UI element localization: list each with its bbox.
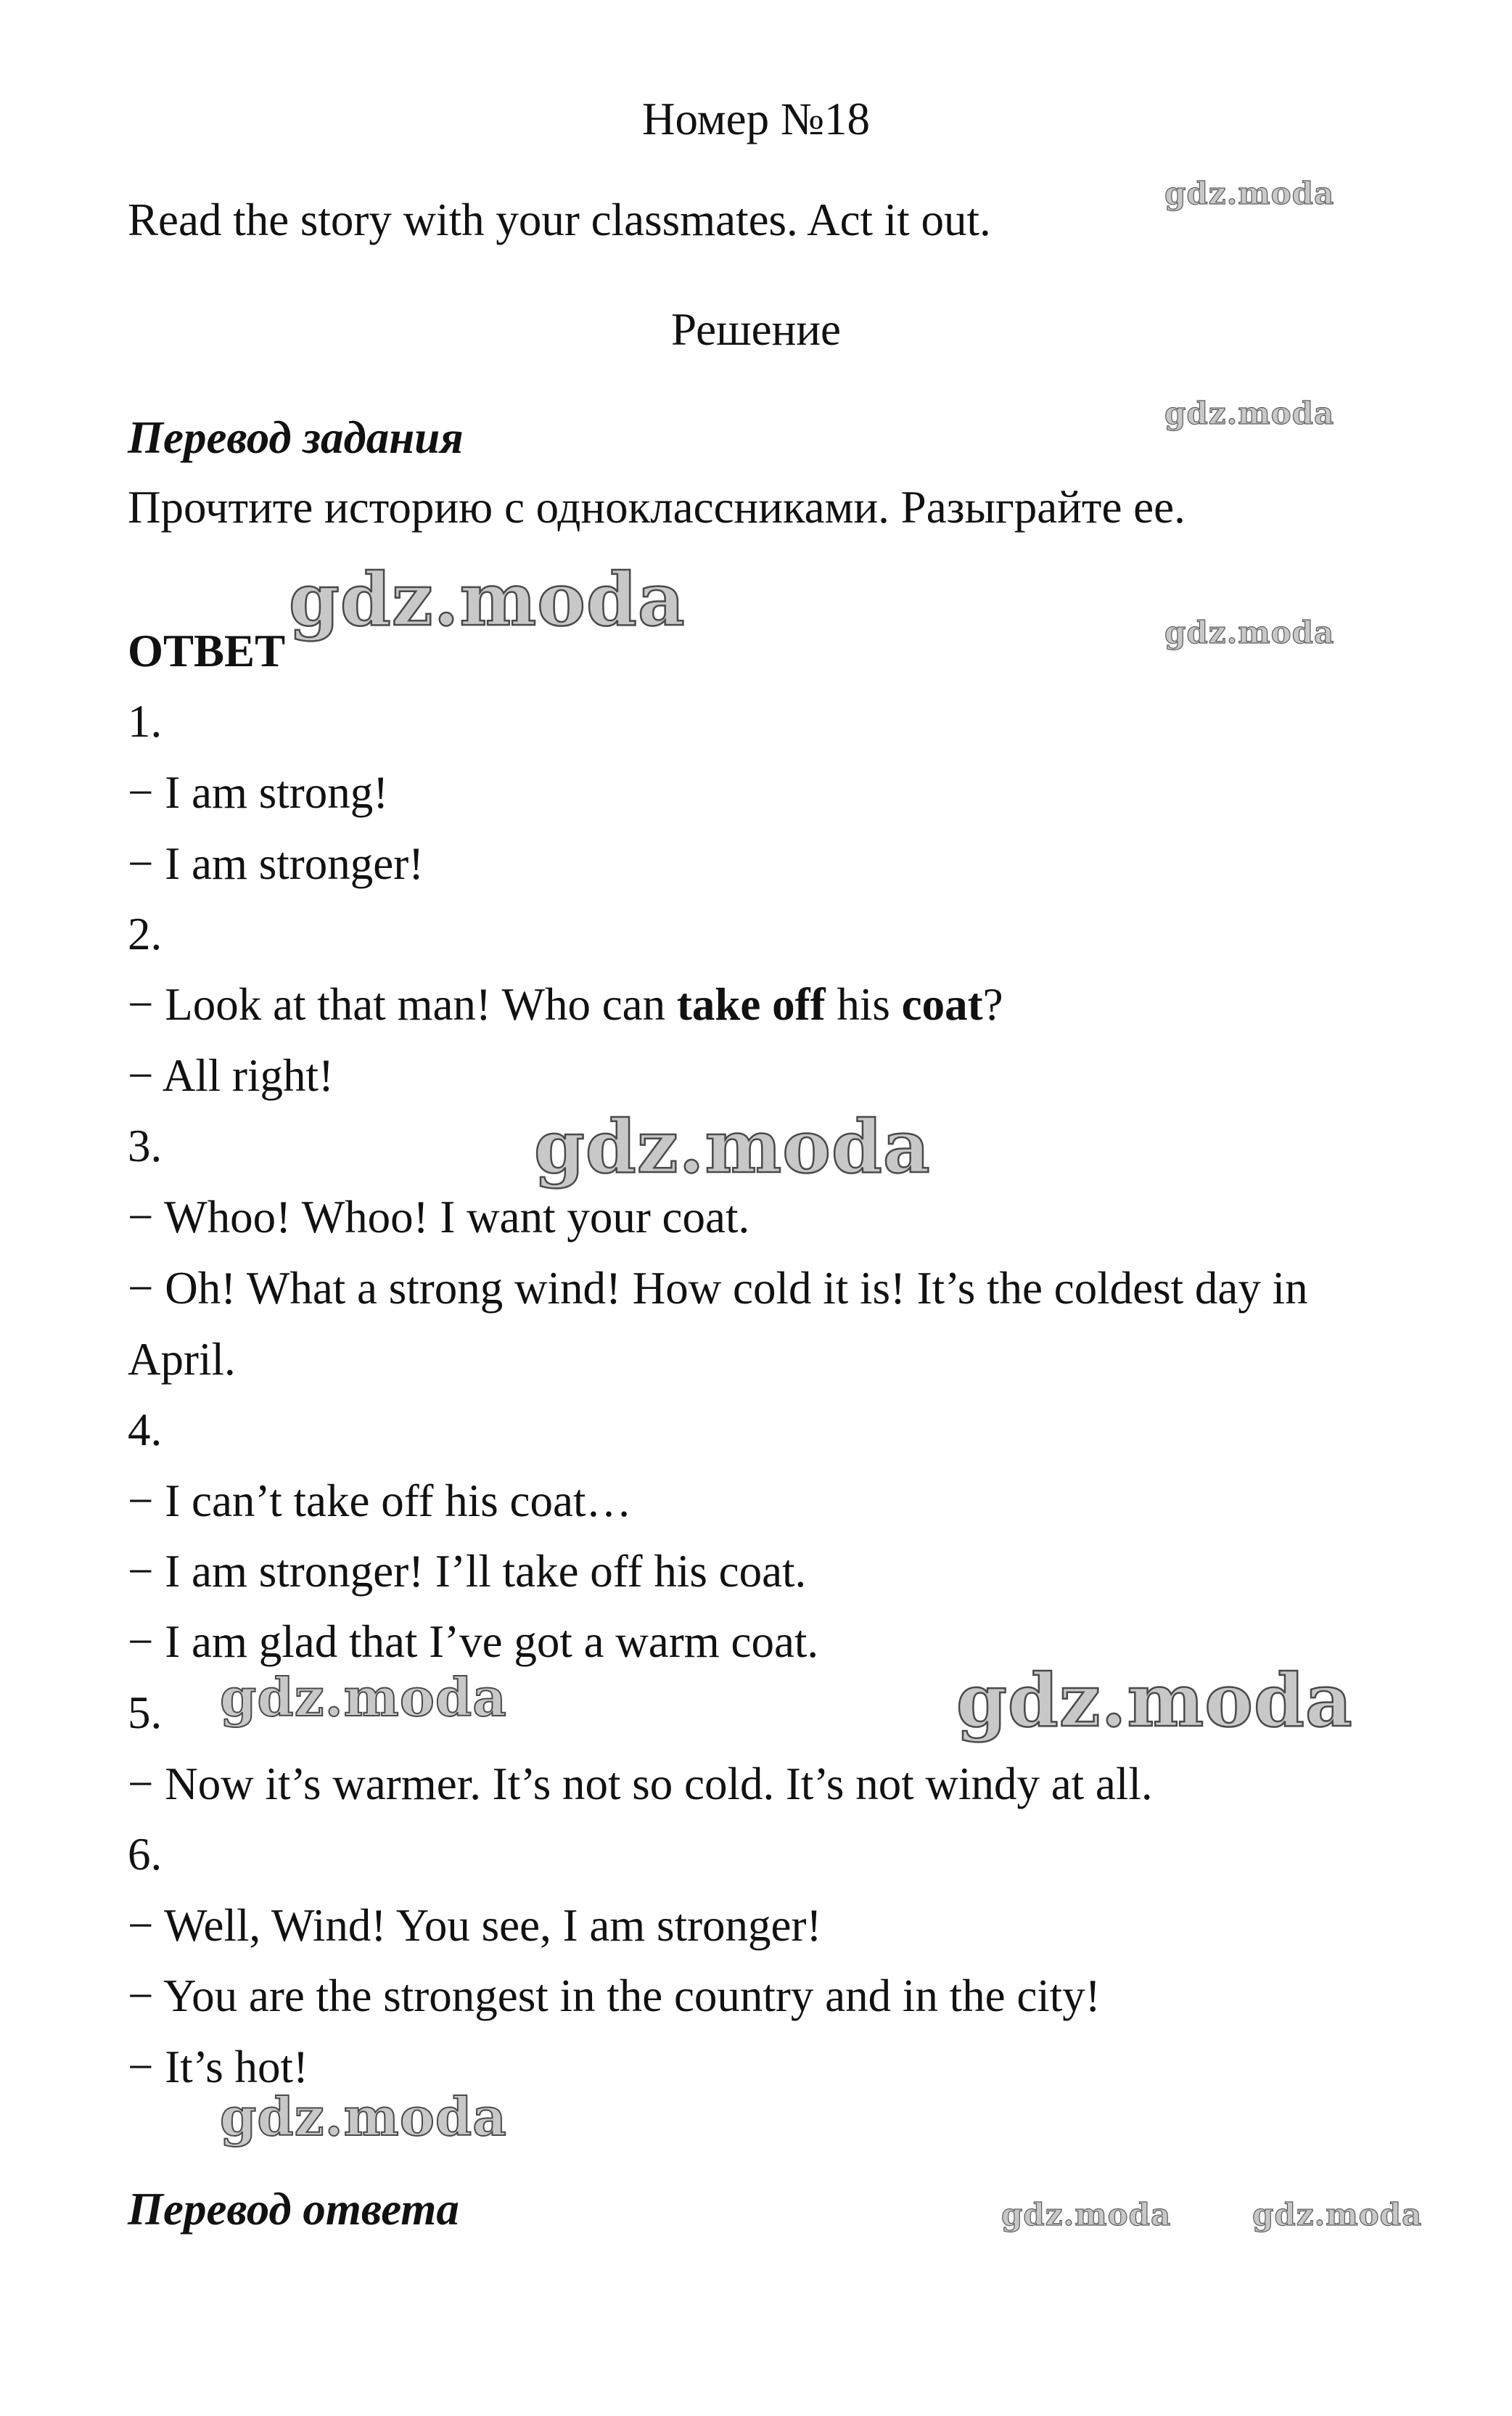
answer-line: 1. [128, 696, 163, 747]
answer-line: − I am stronger! [128, 838, 424, 889]
answer-line-bold: take off [676, 979, 826, 1030]
answer-line: − It’s hot! [128, 2042, 309, 2092]
answer-line: − Now it’s warmer. It’s not so cold. It’s not windy at all. [128, 1758, 1153, 1809]
answer-line: − You are the strongest in the country and in the city! [128, 1970, 1101, 2021]
task-text-en: Read the story with your classmates. Act it out. [128, 194, 991, 245]
answer-line: − Whoo! Whoo! I want your coat. [128, 1192, 750, 1242]
answer-line-part: − Look at that man! Who can [128, 979, 677, 1030]
watermark: gdz.moda [1164, 176, 1335, 211]
answer-line-look [128, 979, 1003, 1030]
answer-line: 3. [128, 1121, 163, 1171]
watermark: gdz.moda [289, 557, 686, 642]
watermark: gdz.moda [220, 2086, 507, 2147]
answer-line-bold: coat [901, 979, 983, 1030]
answer-line: − I am strong! [128, 767, 389, 818]
answer-line: − Well, Wind! You see, I am stronger! [128, 1900, 822, 1951]
answer-line: 5. [128, 1687, 163, 1738]
answer-line: 6. [128, 1829, 163, 1880]
watermark: gdz.moda [534, 1104, 931, 1189]
answer-translation-heading: Перевод ответа [128, 2184, 459, 2235]
answer-line-part: his [825, 979, 902, 1030]
answer-line: − All right! [128, 1050, 334, 1101]
answer-line: 2. [128, 909, 163, 959]
page-title: Номер №18 [642, 94, 870, 144]
translation-heading: Перевод задания [128, 412, 464, 463]
translation-text: Прочтите историю с одноклассниками. Разыграйте ее. [128, 482, 1186, 533]
answer-line: − I am stronger! I’ll take off his coat. [128, 1546, 807, 1597]
answer-line: 4. [128, 1404, 163, 1455]
answer-line: − I can’t take off his coat… [128, 1475, 632, 1526]
answer-line: − I am glad that I’ve got a warm coat. [128, 1616, 819, 1667]
watermark: gdz.moda [220, 1666, 507, 1728]
answer-line: April. [128, 1334, 236, 1385]
watermark: gdz.moda [1164, 396, 1335, 431]
answer-line: − Oh! What a strong wind! How cold it is! It’s the coldest day in [128, 1263, 1308, 1314]
watermark: gdz.moda [956, 1658, 1353, 1743]
answer-heading: ОТВЕТ [128, 626, 286, 676]
answer-line-part: ? [982, 979, 1003, 1030]
watermark: gdz.moda [1001, 2197, 1172, 2232]
watermark: gdz.moda [1164, 615, 1335, 650]
solution-title: Решение [670, 304, 842, 355]
watermark: gdz.moda [1252, 2197, 1423, 2232]
